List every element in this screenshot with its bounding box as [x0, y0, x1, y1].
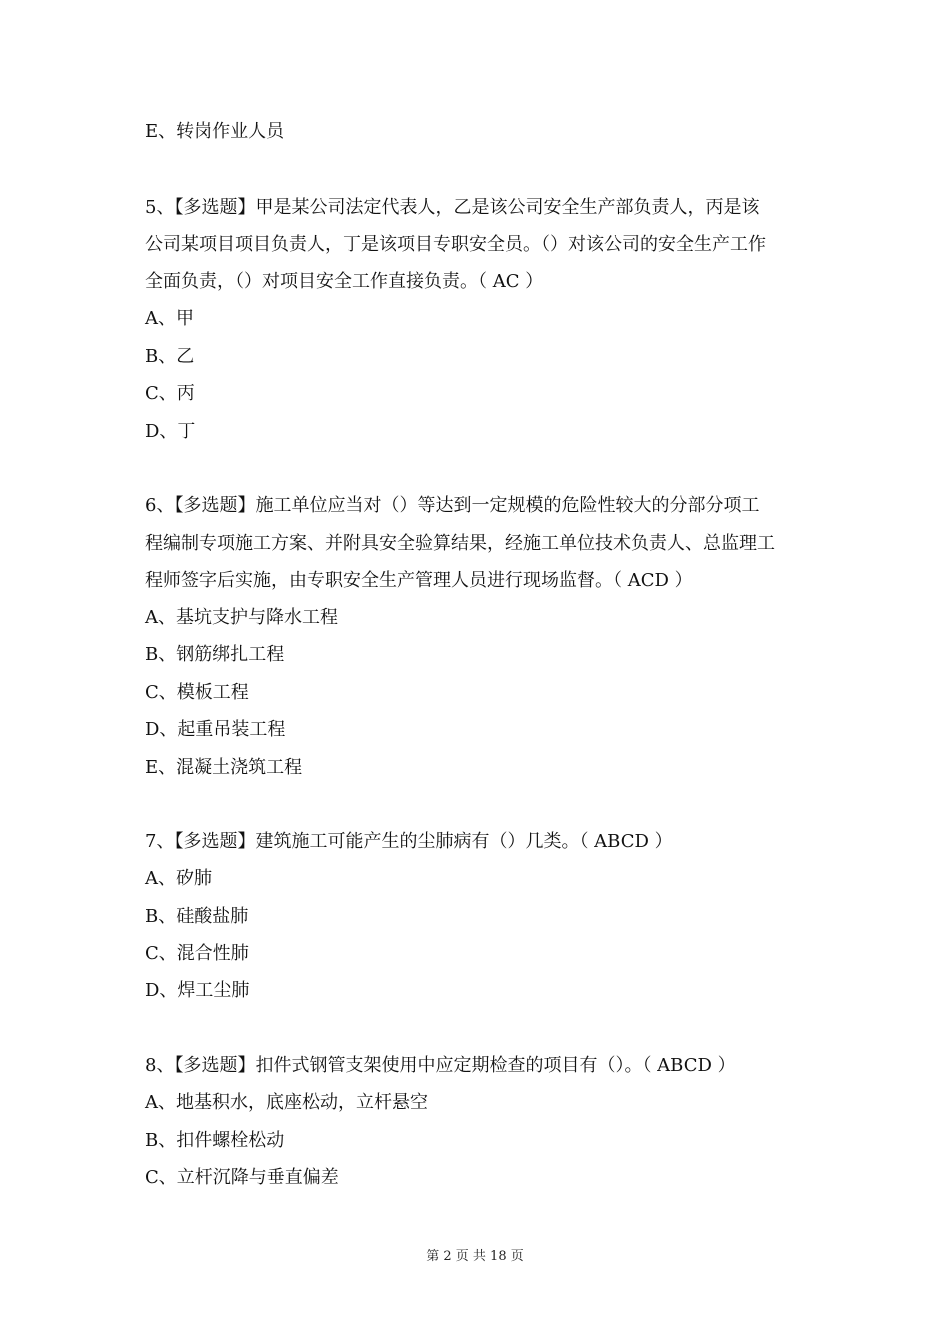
q8-option-b: B、扣件螺栓松动: [145, 1130, 285, 1151]
q7-option-d: D、焊工尘肺: [145, 980, 250, 1001]
q5-stem-line-3: 全面负责，（）对项目安全工作直接负责。（ AC ）: [145, 271, 544, 292]
q7-option-c: C、混合性肺: [145, 943, 249, 964]
q8-stem-line-1: 8、【多选题】扣件式钢管支架使用中应定期检查的项目有（）。（ ABCD ）: [145, 1055, 736, 1076]
q5-option-b: B、乙: [145, 346, 195, 367]
q4-option-e: E、转岗作业人员: [145, 121, 285, 142]
q6-stem-line-1: 6、【多选题】施工单位应当对（）等达到一定规模的危险性较大的分部分项工: [145, 495, 760, 516]
q6-option-d: D、起重吊装工程: [145, 719, 286, 740]
q7-option-b: B、硅酸盐肺: [145, 906, 249, 927]
q5-option-a: A、甲: [145, 308, 194, 329]
q5-option-d: D、丁: [145, 421, 196, 442]
page-number-footer: 第 2 页 共 18 页: [426, 1249, 524, 1264]
q6-option-a: A、基坑支护与降水工程: [145, 607, 338, 628]
q8-option-a: A、地基积水，底座松动，立杆悬空: [145, 1092, 428, 1113]
q5-stem-line-1: 5、【多选题】甲是某公司法定代表人，乙是该公司安全生产部负责人，丙是该: [145, 197, 760, 218]
q8-option-c: C、立杆沉降与垂直偏差: [145, 1167, 339, 1188]
q7-option-a: A、矽肺: [145, 868, 212, 889]
q7-stem-line-1: 7、【多选题】建筑施工可能产生的尘肺病有（）几类。（ ABCD ）: [145, 831, 673, 852]
q6-stem-line-3: 程师签字后实施，由专职安全生产管理人员进行现场监督。（ ACD ）: [145, 570, 693, 591]
q6-option-e: E、混凝土浇筑工程: [145, 757, 303, 778]
q6-option-b: B、钢筋绑扎工程: [145, 644, 285, 665]
q6-stem-line-2: 程编制专项施工方案、并附具安全验算结果，经施工单位技术负责人、总监理工: [145, 533, 775, 554]
q6-option-c: C、模板工程: [145, 682, 249, 703]
q5-stem-line-2: 公司某项目项目负责人，丁是该项目专职安全员。（）对该公司的安全生产工作: [145, 234, 766, 255]
q5-option-c: C、丙: [145, 383, 195, 404]
